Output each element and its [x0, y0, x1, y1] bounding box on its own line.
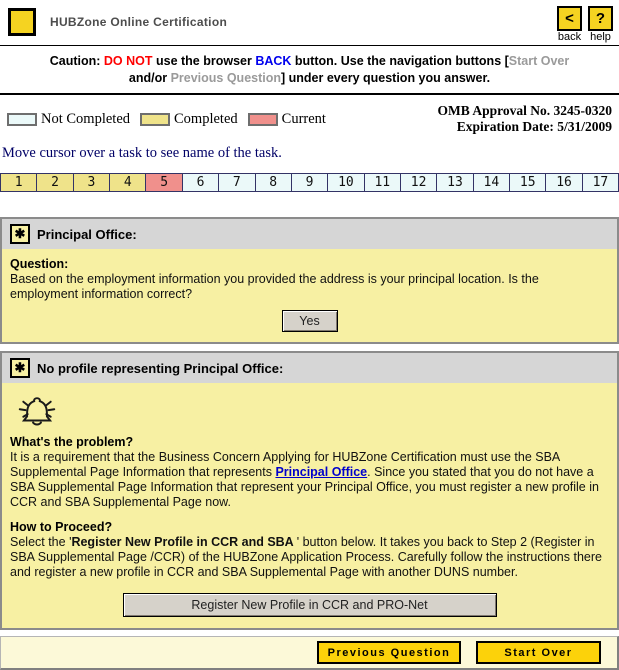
completed-swatch-icon [140, 113, 170, 126]
asterisk-icon: ✱ [10, 358, 30, 378]
task-cell-11[interactable]: 11 [364, 174, 400, 191]
not-completed-swatch-icon [7, 113, 37, 126]
task-cell-13[interactable]: 13 [436, 174, 472, 191]
principal-office-link[interactable]: Principal Office [275, 465, 368, 479]
proceed-label: How to Proceed? [10, 520, 113, 534]
omb-expiration: Expiration Date: 5/31/2009 [456, 119, 612, 134]
task-cell-1[interactable]: 1 [1, 174, 36, 191]
top-header [0, 0, 619, 46]
caution-suffix: ] under every question you answer. [281, 71, 491, 85]
caution-mid2: button. Use the navigation buttons [ [291, 54, 509, 68]
caution-banner [0, 46, 619, 95]
task-cell-2[interactable]: 2 [36, 174, 72, 191]
previous-question-button[interactable]: Previous Question [317, 641, 461, 664]
legend-not-completed [7, 111, 130, 128]
legend-label: Not Completed [41, 110, 131, 127]
problem-label: What's the problem? [10, 435, 134, 449]
back-button[interactable]: < [557, 6, 582, 31]
back-button-label: back [557, 31, 582, 43]
legend-label: Completed [174, 110, 238, 127]
question-text: Based on the employment information you provided the address is your principal location. Is the employment information correct? [10, 272, 539, 301]
task-cell-10[interactable]: 10 [327, 174, 363, 191]
task-strip [0, 173, 619, 192]
legend-current [248, 111, 326, 128]
caution-back-word: BACK [255, 54, 292, 68]
register-new-profile-button[interactable]: Register New Profile in CCR and PRO-Net [123, 593, 497, 617]
caution-previous-question: Previous Question [170, 71, 282, 85]
no-profile-header [2, 353, 617, 383]
hubzone-logo-icon [8, 8, 36, 36]
task-hover-hint: Move cursor over a task to see name of the task. [2, 145, 282, 161]
proceed-text-pre: Select the ' [10, 535, 72, 549]
task-cell-14[interactable]: 14 [473, 174, 509, 191]
question-label: Question: [10, 257, 69, 271]
meta-row [0, 95, 619, 135]
omb-approval: OMB Approval No. 3245-0320 [437, 103, 612, 118]
legend-completed [140, 111, 238, 128]
problem-text [10, 450, 609, 510]
task-cell-16[interactable]: 16 [545, 174, 581, 191]
task-cell-3[interactable]: 3 [73, 174, 109, 191]
task-cell-12[interactable]: 12 [400, 174, 436, 191]
help-button[interactable]: ? [588, 6, 613, 31]
page-title: HUBZone Online Certification [50, 15, 228, 29]
principal-office-section [0, 217, 619, 344]
task-cell-8[interactable]: 8 [255, 174, 291, 191]
section-title: No profile representing Principal Office: [37, 360, 284, 376]
legend-label: Current [281, 110, 326, 127]
task-cell-17[interactable]: 17 [582, 174, 618, 191]
caution-start-over: Start Over [508, 54, 570, 68]
proceed-text-bold: Register New Profile in CCR and SBA [71, 535, 297, 549]
principal-office-body [2, 249, 617, 342]
task-cell-15[interactable]: 15 [509, 174, 545, 191]
alarm-bell-icon [14, 393, 609, 429]
principal-office-header [2, 219, 617, 249]
caution-and-or: and/or [128, 71, 171, 85]
no-profile-section [0, 351, 619, 630]
task-cell-5[interactable]: 5 [145, 174, 181, 191]
status-legend [7, 103, 326, 135]
task-cell-4[interactable]: 4 [109, 174, 145, 191]
start-over-button[interactable]: Start Over [476, 641, 601, 664]
asterisk-icon: ✱ [10, 224, 30, 244]
proceed-text [10, 535, 609, 580]
problem-text-pre: It is a requirement that the Business Concern Applying for HUBZone Certification must use the SBA Supplemental Page Information that represents [10, 450, 560, 479]
proceed-text-post: ' button below. It takes you back to Step 2 (Register in SBA Supplemental Page /CCR) of the HUBZone Application Process. Carefully follow the instructions there and register a new profile in CCR and SBA Supplemental Page with another DUNS number. [10, 535, 602, 579]
problem-text-post: . Since you stated that you do not have a SBA Supplemental Page Information that represent your Principal Office, you must register a new profile in CCR and SBA Supplemental Page now. [10, 465, 599, 509]
help-button-label: help [590, 31, 611, 43]
task-cell-6[interactable]: 6 [182, 174, 218, 191]
no-profile-body [2, 383, 617, 628]
current-swatch-icon [248, 113, 278, 126]
task-cell-9[interactable]: 9 [291, 174, 327, 191]
caution-prefix: Caution: [49, 54, 104, 68]
caution-mid1: use the browser [152, 54, 256, 68]
header-nav [557, 6, 613, 43]
caution-do-not: DO NOT [103, 54, 153, 68]
footer-nav-strip [0, 636, 619, 670]
section-title: Principal Office: [37, 226, 137, 242]
yes-button[interactable]: Yes [282, 310, 338, 332]
task-cell-7[interactable]: 7 [218, 174, 254, 191]
omb-block [437, 103, 612, 135]
